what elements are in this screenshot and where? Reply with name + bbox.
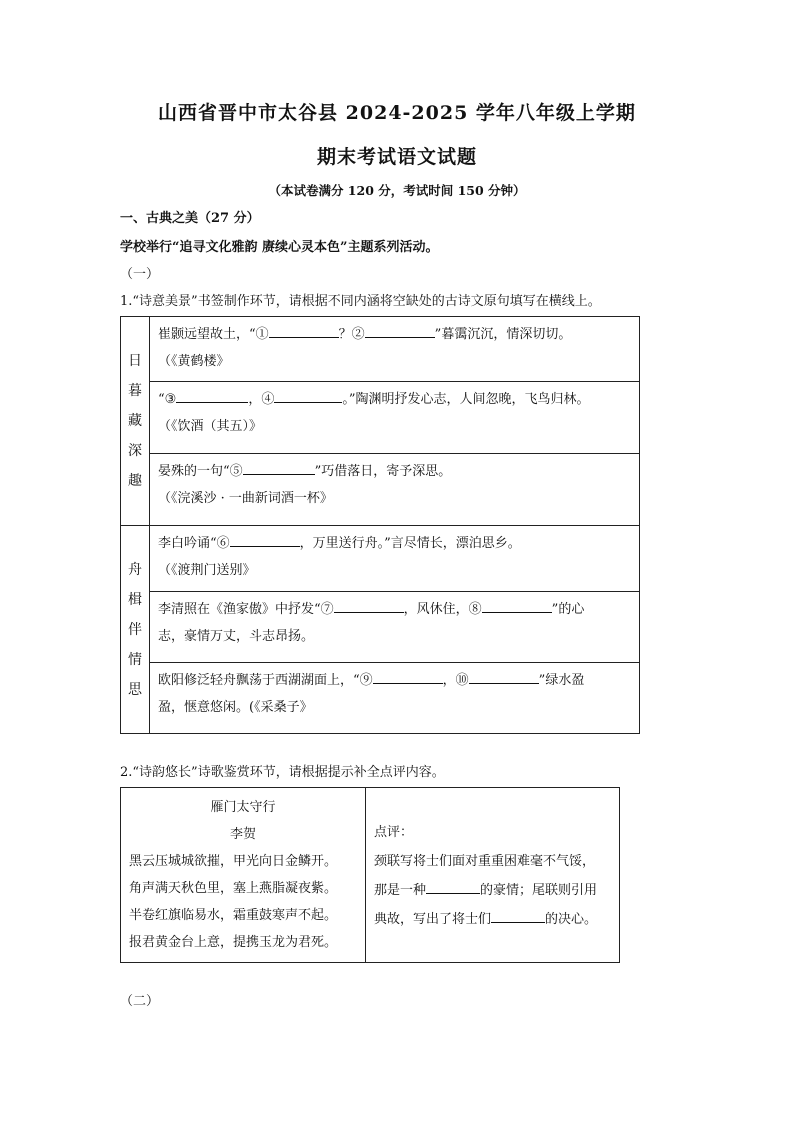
review-label: 点评：: [374, 825, 414, 840]
category-cell-2: [121, 526, 150, 734]
answer-blank-7[interactable]: [334, 598, 404, 613]
review-cell: [366, 788, 620, 963]
answer-blank-3[interactable]: [176, 388, 248, 403]
part-label-2: （二）: [120, 994, 160, 1009]
bookmark-table: [120, 316, 640, 734]
answer-blank-9[interactable]: [373, 669, 443, 684]
answer-blank-5[interactable]: [243, 460, 315, 475]
answer-blank-10[interactable]: [469, 669, 539, 684]
table-row: 晏殊的一句“⑤ ”巧借落日，寄予深思。 （《浣溪沙 · 一曲新词酒一杯》: [150, 454, 640, 526]
answer-blank-4[interactable]: [274, 388, 342, 403]
table-row: 李白吟诵“⑥ ，万里送行舟。”言尽情长，漂泊思乡。 （《渡荆门送别》: [150, 526, 640, 592]
table-row: 李清照在《渔家傲》中抒发“⑦ ，风休住，⑧ ”的心 志，豪情万丈，斗志昂扬。: [150, 592, 640, 663]
answer-blank-6[interactable]: [230, 532, 300, 547]
part-label-1: （一）: [120, 267, 160, 282]
review-blank-1[interactable]: [426, 879, 480, 894]
category-cell-1: [121, 317, 150, 526]
question-2: 2.“诗韵悠长”诗歌鉴赏环节，请根据提示补全点评内容。: [120, 765, 445, 780]
review-line: 颈联写将士们面对重重困难毫不气馁，: [374, 854, 596, 869]
table-row: 欧阳修泛轻舟飘荡于西湖湖面上，“⑨ ，⑩ ”绿水盈 盈，惬意悠闲。(《采桑子》: [150, 663, 640, 734]
answer-blank-2[interactable]: [365, 323, 435, 338]
poem-line: 报君黄金台上意，提携玉龙为君死。: [129, 935, 338, 950]
poem-line: 角声满天秋色里，塞上燕脂凝夜紫。: [129, 881, 338, 896]
question-1: 1.“诗意美景”书签制作环节，请根据不同内涵将空缺处的古诗文原句填写在横线上。: [120, 294, 601, 309]
poem-author: 李贺: [229, 827, 256, 842]
poem-review-table: [120, 787, 620, 963]
section-heading: 一、古典之美（27 分）: [120, 211, 260, 226]
table-row: 崔颢远望故土，“① ？② ”暮霭沉沉，情深切切。 （《黄鹤楼》: [150, 317, 640, 382]
review-line: 典故，写出了将士们 的决心。: [374, 905, 611, 934]
table-row: “③ ，④ 。”陶渊明抒发心志，人间忽晚，飞鸟归林。 （《饮酒（其五）》: [150, 382, 640, 454]
poem-cell: [121, 788, 366, 963]
poem-line: 黑云压城城欲摧，甲光向日金鳞开。: [129, 854, 338, 869]
review-line: 那是一种 的豪情；尾联则引用: [374, 876, 611, 905]
section-intro: 学校举行“追寻文化雅韵 赓续心灵本色”主题系列活动。: [120, 240, 439, 255]
page-subtitle: 期末考试语文试题: [316, 146, 477, 168]
poem-title: 雁门太守行: [210, 800, 276, 815]
category-label-1: 日 暮 藏 深 趣: [128, 353, 142, 489]
page-title: 山西省晋中市太谷县 2024-2025 学年八年级上学期: [158, 102, 636, 124]
poem-line: 半卷红旗临易水，霜重鼓寒声不起。: [129, 908, 338, 923]
answer-blank-8[interactable]: [482, 598, 552, 613]
category-label-2: 舟 楫 伴 情 思: [128, 561, 142, 698]
exam-note: （本试卷满分 120 分，考试时间 150 分钟）: [268, 183, 526, 198]
review-blank-2[interactable]: [491, 908, 545, 923]
answer-blank-1[interactable]: [269, 323, 339, 338]
